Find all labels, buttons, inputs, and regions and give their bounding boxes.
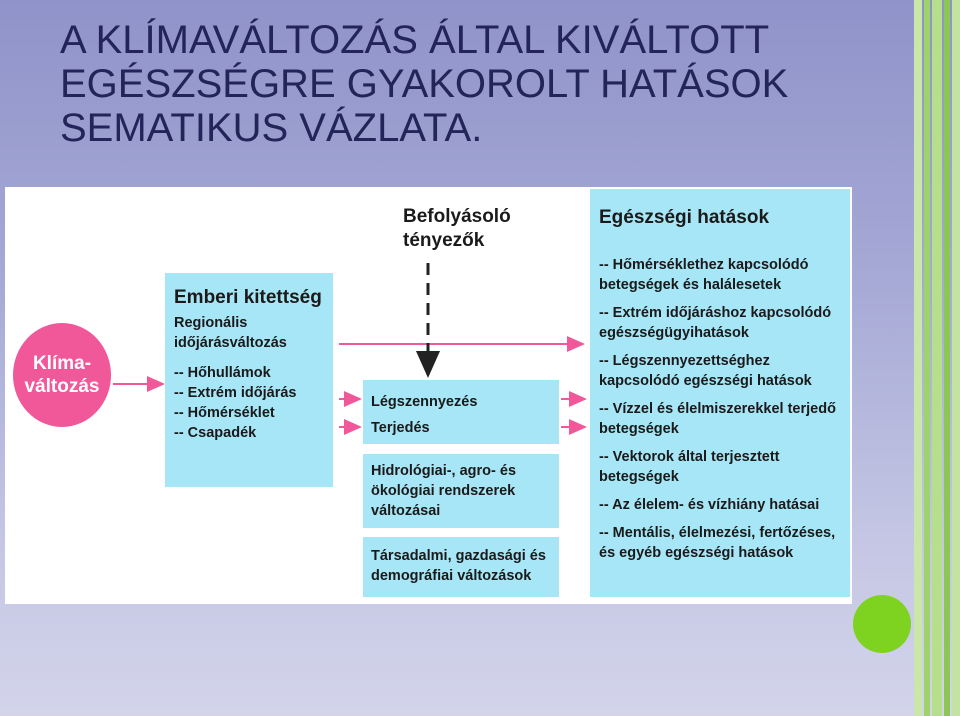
climate-health-diagram <box>5 187 852 604</box>
climate-label: változás <box>24 376 100 397</box>
health-line: -- Légszennyezettséghez <box>599 353 770 369</box>
mid-line: változásai <box>371 503 441 519</box>
mid-line: Légszennyezés <box>371 394 478 410</box>
climate-change-circle <box>13 323 111 427</box>
exposure-heading: Emberi kitettség <box>174 287 322 308</box>
exposure-line: -- Hőhullámok <box>174 365 271 381</box>
health-line: betegségek <box>599 421 679 437</box>
exposure-lines <box>174 313 297 443</box>
health-line: -- Extrém időjáráshoz kapcsolódó <box>599 305 832 321</box>
climate-label: Klíma- <box>32 353 92 374</box>
exposure-box <box>165 273 333 487</box>
health-line: betegségek és halálesetek <box>599 277 782 293</box>
health-effects-box <box>590 189 850 597</box>
health-line: -- Mentális, élelmezési, fertőzéses, <box>599 525 836 541</box>
health-lines <box>599 255 847 563</box>
influencing-factors-label <box>403 205 511 253</box>
mid-line: Társadalmi, gazdasági és <box>371 548 546 564</box>
factor-line: tényezők <box>403 230 485 251</box>
title-line: SEMATIKUS VÁZLATA. <box>60 106 483 150</box>
health-line: -- Hőmérséklethez kapcsolódó <box>599 257 809 273</box>
health-line: betegségek <box>599 469 679 485</box>
title-line: EGÉSZSÉGRE GYAKOROLT HATÁSOK <box>60 62 789 106</box>
mid-line: demográfiai változások <box>371 568 532 584</box>
decorative-stripes <box>914 0 960 716</box>
health-line: -- Az élelem- és vízhiány hatásai <box>599 497 820 513</box>
title-line: A KLÍMAVÁLTOZÁS ÁLTAL KIVÁLTOTT <box>60 18 770 62</box>
mid-line: ökológiai rendszerek <box>371 483 516 499</box>
mid-line: Terjedés <box>371 420 430 436</box>
health-line: kapcsolódó egészségi hatások <box>599 373 812 389</box>
exposure-line: -- Csapadék <box>174 425 257 441</box>
health-line: -- Vízzel és élelmiszerekkel terjedő <box>599 401 836 417</box>
exposure-line: -- Extrém időjárás <box>174 385 297 401</box>
exposure-line: -- Hőmérséklet <box>174 405 275 421</box>
health-line: egészségügyihatások <box>599 325 749 341</box>
mid-box-air <box>363 380 559 444</box>
health-heading: Egészségi hatások <box>599 207 770 228</box>
exposure-line: Regionális <box>174 315 248 331</box>
mid-line: Hidrológiai-, agro- és <box>371 463 517 479</box>
factor-line: Befolyásoló <box>403 206 511 227</box>
exposure-line: időjárásváltozás <box>174 335 287 351</box>
health-line: és egyéb egészségi hatások <box>599 545 794 561</box>
mid-box-social <box>363 537 559 597</box>
mid-box-systems <box>363 454 559 528</box>
health-line: -- Vektorok által terjesztett <box>599 449 780 465</box>
green-dot-decoration <box>853 595 911 653</box>
slide-title <box>60 18 900 150</box>
